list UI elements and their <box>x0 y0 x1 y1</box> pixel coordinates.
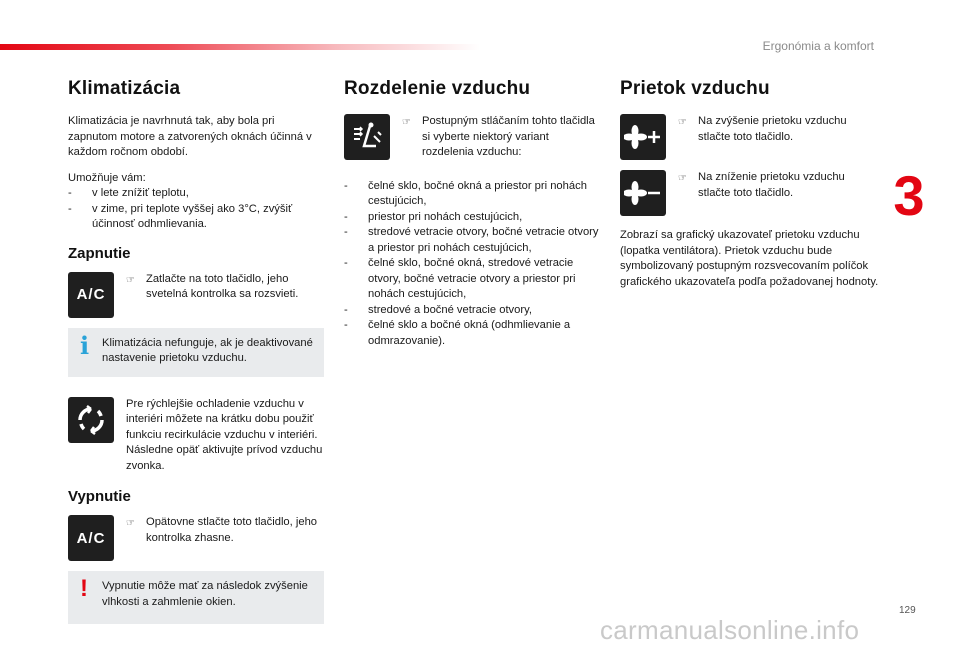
recirculation-icon <box>68 397 114 443</box>
list-item: - čelné sklo a bočné okná (odhmlievanie a odmrazovanie). <box>344 318 600 349</box>
ac-on-row <box>68 272 324 318</box>
fan-increase-text: Na zvýšenie prietoku vzduchu stlačte toto tlačidlo. <box>698 115 847 143</box>
list-item: - stredové a bočné vetracie otvory, <box>344 303 600 319</box>
recirculation-text: Pre rýchlejšie ochladenie vzduchu v interiéri môžete na krátku dobu použiť funkciu recirkulácie vzduchu v interiéri. Následne opäť aktivujte prívod vzduchu zvonka. <box>126 397 323 472</box>
air-distribution-icon <box>344 114 390 160</box>
info-note-text: Klimatizácia nefunguje, ak je deaktivované nastavenie prietoku vzduchu. <box>102 336 313 364</box>
vypnutie-title: Vypnutie <box>68 488 131 505</box>
pointing-finger-icon: ☞ <box>678 173 687 184</box>
klimatizacia-intro: Klimatizácia je navrhnutá tak, aby bola pri zapnutom motore a zatvorených oknách účinná v každom ročnom období. <box>68 115 312 158</box>
airflow-description: Zobrazí sa grafický ukazovateľ prietoku vzduchu (lopatka ventilátora). Prietok vzduchu bude symbolizovaný postupným rozsvecovaním políčok grafického ukazovateľa podľa požadovanej hodnoty. <box>620 229 879 288</box>
prietok-title: Prietok vzduchu <box>620 78 770 99</box>
recirculation-row <box>68 397 324 475</box>
fan-decrease-row <box>620 170 880 216</box>
distribution-row <box>344 114 600 161</box>
warning-note <box>68 571 324 624</box>
prietok-column <box>620 78 880 300</box>
rozdelenie-title: Rozdelenie vzduchu <box>344 78 531 99</box>
ac-off-instruction-block <box>126 515 324 546</box>
distribution-options <box>344 179 600 350</box>
pointing-finger-icon: ☞ <box>126 274 135 286</box>
fan-decrease-icon <box>620 170 666 216</box>
list-item: - čelné sklo, bočné okná, stredové vetracie otvory, bočné vetracie otvory a priestor pri nohách cestujúcich, <box>344 256 600 303</box>
pointing-finger-icon: ☞ <box>678 117 687 128</box>
page-number: 129 <box>899 605 916 616</box>
fan-increase-block <box>678 114 880 145</box>
list-item: - v zime, pri teplote vyššej ako 3°C, zvýšiť účinnosť odhmlievania. <box>68 202 324 233</box>
info-icon: i <box>80 330 90 360</box>
warning-icon: ! <box>80 575 88 602</box>
ac-button-icon: A/C <box>68 272 114 318</box>
info-note <box>68 328 324 377</box>
zapnutie-title: Zapnutie <box>68 244 131 262</box>
fan-increase-icon <box>620 114 666 160</box>
pointing-finger-icon: ☞ <box>402 117 411 128</box>
fan-decrease-text: Na zníženie prietoku vzduchu stlačte toto tlačidlo. <box>698 171 845 199</box>
watermark: carmanualsonline.info <box>600 615 860 645</box>
klimatizacia-title: Klimatizácia <box>68 78 181 99</box>
warning-note-text: Vypnutie môže mať za následok zvýšenie vlhkosti a zahmlenie okien. <box>102 580 308 608</box>
distribution-instruction-block <box>402 114 600 161</box>
header-accent-bar <box>0 44 480 50</box>
enables-list <box>68 186 324 233</box>
ac-button-icon: A/C <box>68 515 114 561</box>
enables-label: Umožňuje vám: <box>68 171 146 184</box>
distribution-instruction: Postupným stláčaním tohto tlačidla si vyberte niektorý variant rozdelenia vzduchu: <box>422 115 595 158</box>
fan-increase-row <box>620 114 880 160</box>
rozdelenie-column <box>344 78 600 349</box>
ac-on-instruction: Zatlačte na toto tlačidlo, jeho svetelná kontrolka sa rozsvieti. <box>146 272 299 300</box>
section-title: Ergonómia a komfort <box>762 39 874 53</box>
chapter-number: 3 <box>893 164 925 227</box>
list-item: - priestor pri nohách cestujúcich, <box>344 210 600 226</box>
list-item: - čelné sklo, bočné okná a priestor pri nohách cestujúcich, <box>344 179 600 210</box>
ac-on-instruction-block <box>126 272 324 303</box>
list-item: - stredové vetracie otvory, bočné vetracie otvory a priestor pri nohách cestujúcich, <box>344 225 600 256</box>
klimatizacia-column <box>68 78 324 624</box>
pointing-finger-icon: ☞ <box>126 518 135 529</box>
fan-decrease-block <box>678 170 880 201</box>
list-item: - v lete znížiť teplotu, <box>68 186 324 202</box>
ac-off-instruction: Opätovne stlačte toto tlačidlo, jeho kontrolka zhasne. <box>146 516 318 544</box>
ac-off-row <box>68 515 324 561</box>
